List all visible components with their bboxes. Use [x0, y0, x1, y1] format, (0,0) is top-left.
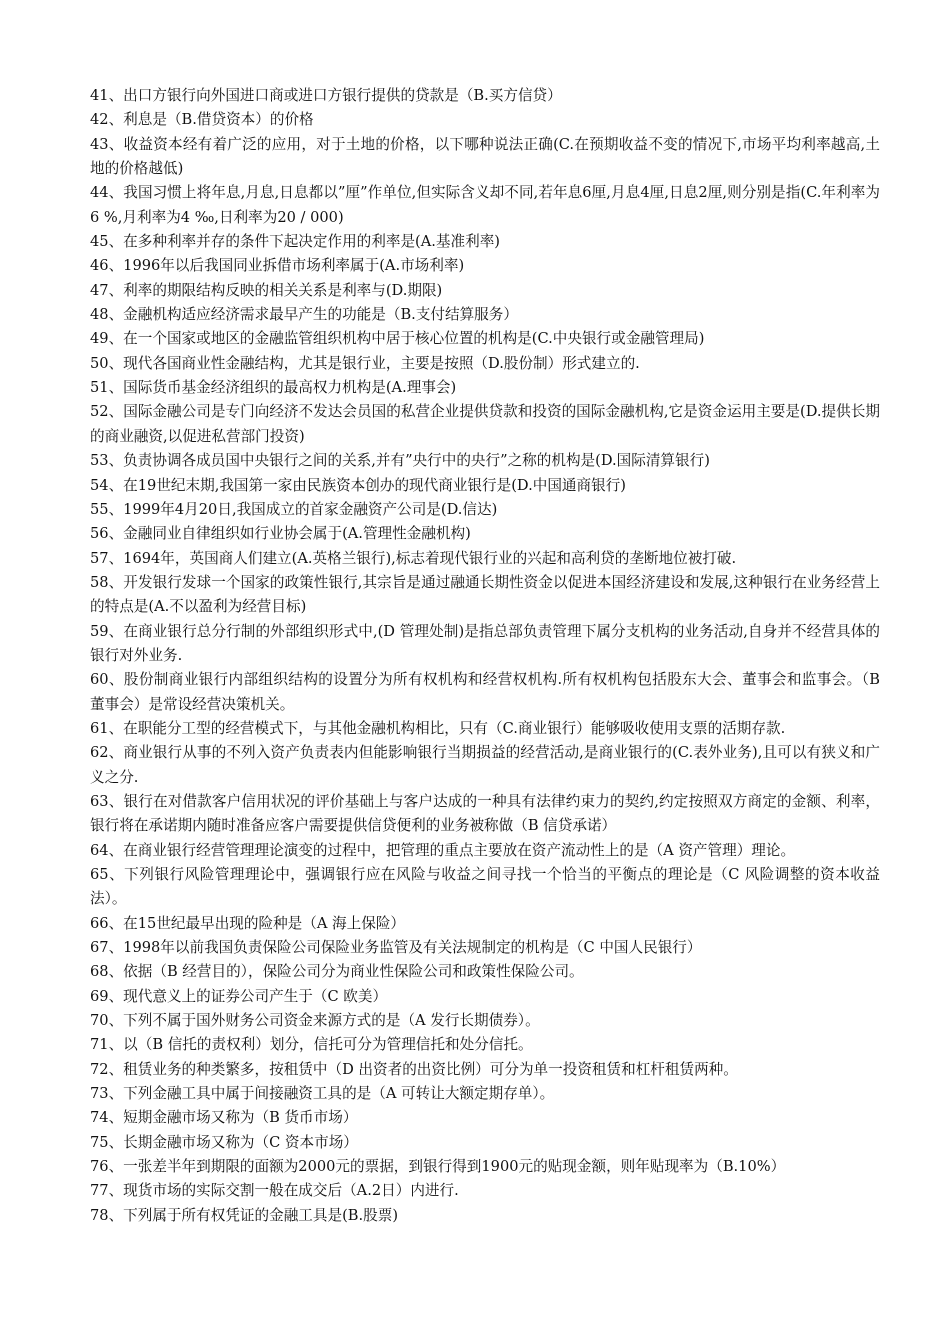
question-65: 65、下列银行风险管理理论中，强调银行应在风险与收益之间寻找一个恰当的平衡点的理论是（C 风险调整的资本收益法）。 — [90, 866, 880, 908]
question-46: 46、1996年以后我国同业拆借市场利率属于(A.市场利率) — [90, 257, 465, 275]
question-58: 58、开发银行发球一个国家的政策性银行,其宗旨是通过融通长期性资金以促进本国经济建设和发展,这种银行在业务经营上的特点是(A.不以盈利为经营目标) — [90, 573, 880, 616]
question-41: 41、出口方银行向外国进口商或进口方银行提供的贷款是（B.买方信贷） — [90, 87, 562, 104]
question-53: 53、负责协调各成员国中央银行之间的关系,并有”央行中的央行”之称的机构是(D.国际清算银行) — [90, 452, 710, 470]
question-45: 45、在多种利率并存的条件下起决定作用的利率是(A.基准利率) — [90, 233, 500, 251]
question-44: 44、我国习惯上将年息,月息,日息都以”厘”作单位,但实际含义却不同,若年息6厘,月息4厘,日息2厘,则分别是指(C.年利率为6 %,月利率为4 ‰,日利率为20 / 000) — [90, 184, 880, 226]
question-73: 73、下列金融工具中属于间接融资工具的是（A 可转让大额定期存单）。 — [90, 1085, 555, 1103]
question-70: 70、下列不属于国外财务公司资金来源方式的是（A 发行长期债券）。 — [90, 1012, 540, 1030]
question-48: 48、金融机构适应经济需求最早产生的功能是（B.支付结算服务） — [90, 306, 518, 324]
question-50: 50、现代各国商业性金融结构，尤其是银行业，主要是按照（D.股份制）形式建立的. — [90, 354, 640, 372]
question-66: 66、在15世纪最早出现的险种是（A 海上保险） — [90, 914, 406, 932]
question-51: 51、国际货币基金经济组织的最高权力机构是(A.理事会) — [90, 379, 457, 397]
question-42: 42、利息是（B.借贷资本）的价格 — [90, 111, 314, 129]
question-77: 77、现货市场的实际交割一般在成交后（A.2日）内进行. — [90, 1182, 459, 1200]
question-49: 49、在一个国家或地区的金融监管组织机构中居于核心位置的机构是(C.中央银行或金融管理局) — [90, 330, 705, 348]
question-56: 56、金融同业自律组织如行业协会属于(A.管理性金融机构) — [90, 525, 471, 543]
question-47: 47、利率的期限结构反映的相关关系是利率与(D.期限) — [90, 281, 443, 299]
question-67: 67、1998年以前我国负责保险公司保险业务监管及有关法规制定的机构是（C 中国人民银行） — [90, 939, 702, 957]
question-54: 54、在19世纪末期,我国第一家由民族资本创办的现代商业银行是(D.中国通商银行) — [90, 476, 626, 494]
question-74: 74、短期金融市场又称为（B 货币市场） — [90, 1109, 358, 1127]
question-55: 55、1999年4月20日,我国成立的首家金融资产公司是(D.信达) — [90, 500, 498, 518]
question-57: 57、1694年，英国商人们建立(A.英格兰银行),标志着现代银行业的兴起和高利贷的垄断地位被打破. — [90, 549, 737, 567]
document-body — [90, 84, 880, 1228]
question-60: 60、股份制商业银行内部组织结构的设置分为所有权机构和经营权机构.所有权机构包括股东大会、董事会和监事会。（B 董事会）是常设经营决策机关。 — [90, 671, 880, 713]
question-71: 71、以（B 信托的责权利）划分，信托可分为管理信托和处分信托。 — [90, 1036, 533, 1054]
question-75: 75、长期金融市场又称为（C 资本市场） — [90, 1133, 358, 1151]
question-69: 69、现代意义上的证券公司产生于（C 欧美） — [90, 987, 388, 1005]
question-63: 63、银行在对借款客户信用状况的评价基础上与客户达成的一种具有法律约束力的契约,约定按照双方商定的金额、利率，银行将在承诺期内随时准备应客户需要提供信贷便利的业务被称做（B 信贷承诺） — [90, 792, 880, 835]
question-68: 68、依据（B 经营目的），保险公司分为商业性保险公司和政策性保险公司。 — [90, 963, 584, 981]
question-64: 64、在商业银行经营管理理论演变的过程中，把管理的重点主要放在资产流动性上的是（A 资产管理）理论。 — [90, 841, 796, 859]
question-78: 78、下列属于所有权凭证的金融工具是(B.股票) — [90, 1206, 399, 1224]
question-59: 59、在商业银行总分行制的外部组织形式中,(D 管理处制)是指总部负责管理下属分支机构的业务活动,自身并不经营具体的银行对外业务. — [90, 622, 880, 664]
question-61: 61、在职能分工型的经营模式下，与其他金融机构相比，只有（C.商业银行）能够吸收使用支票的活期存款. — [90, 719, 786, 737]
question-62: 62、商业银行从事的不列入资产负责表内但能影响银行当期损益的经营活动,是商业银行的(C.表外业务),且可以有狭义和广义之分. — [90, 744, 880, 786]
question-72: 72、租赁业务的种类繁多，按租赁中（D 出资者的出资比例）可分为单一投资租赁和杠杆租赁两种。 — [90, 1060, 738, 1078]
question-76: 76、一张差半年到期限的面额为2000元的票据，到银行得到1900元的贴现金额，则年贴现率为（B.10%） — [90, 1158, 786, 1176]
question-52: 52、国际金融公司是专门向经济不发达会员国的私营企业提供贷款和投资的国际金融机构,它是资金运用主要是(D.提供长期的商业融资,以促进私营部门投资) — [90, 403, 880, 445]
question-43: 43、收益资本经有着广泛的应用，对于土地的价格，以下哪种说法正确(C.在预期收益不变的情况下,市场平均利率越高,土地的价格越低) — [90, 135, 880, 178]
